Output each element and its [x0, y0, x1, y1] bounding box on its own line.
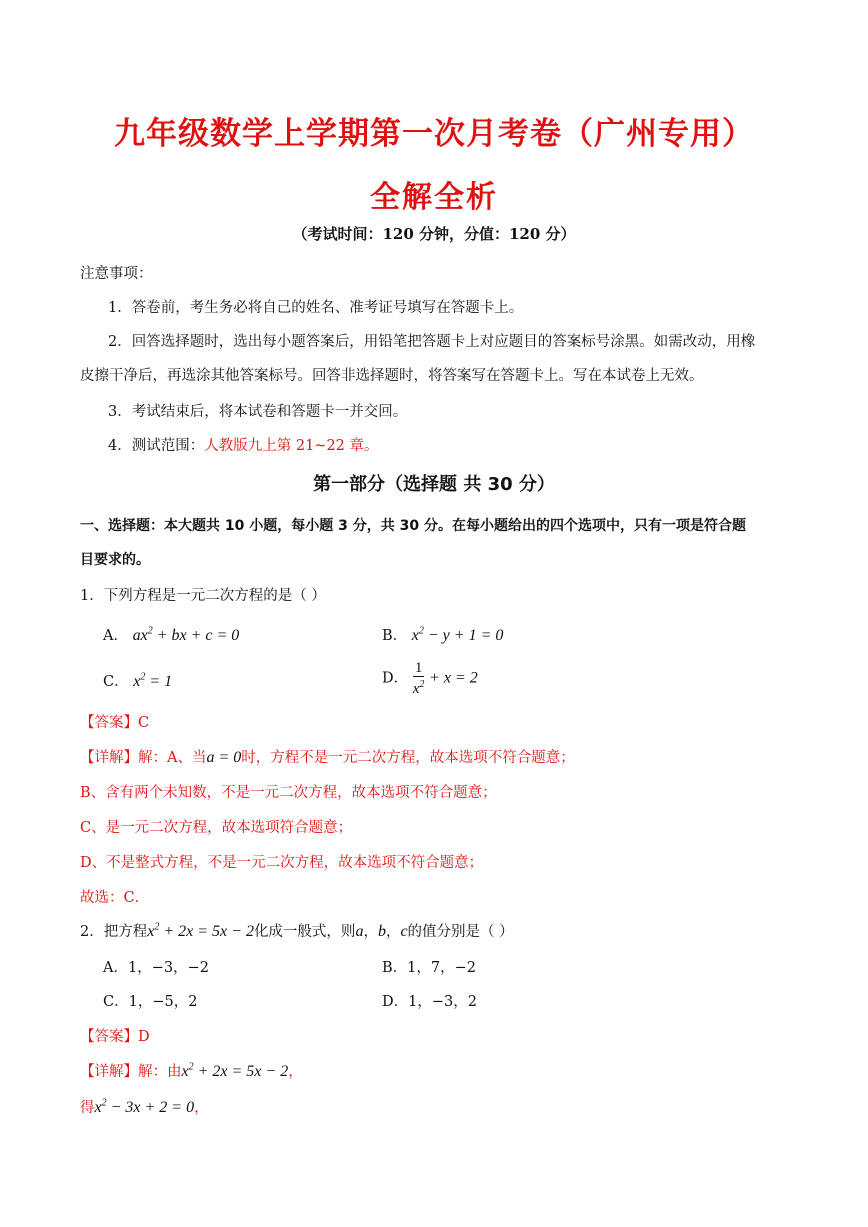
q2-detail-result: $x^2 - 3x + 2 = 0$ [94, 1097, 195, 1116]
question-1-option-a [103, 624, 239, 645]
detail-a-condition: a = 0 [206, 749, 242, 766]
page-title: 九年级数学上学期第一次月考卷（广州专用） [114, 116, 754, 152]
q2-coef-c: c [400, 923, 408, 940]
question-1-detail-a [80, 746, 575, 767]
note-4-prefix: 4．测试范围： [108, 438, 205, 454]
note-4 [108, 434, 379, 455]
q2-stem-part-2: 化成一般式，则 [253, 924, 356, 940]
option-a-formula: $ax^2$ + bx + c = 0 [132, 625, 240, 644]
question-2-option-a: A．1，−3，−2 [103, 960, 209, 976]
note-1: 1．答卷前，考生务必将自己的姓名、准考证号填写在答题卡上。 [108, 300, 524, 316]
option-c-formula: $x^2 = 1$ [133, 671, 173, 690]
q2-detail-equation: $x^2 + 2x = 5x - 2$ [181, 1061, 289, 1080]
option-b-label: B． [382, 628, 408, 644]
q2-equation: $x^2 + 2x = 5x - 2$ [147, 921, 254, 940]
detail-tag: 【详解】 [80, 750, 138, 766]
section-intro-line-1: 一、选择题：本大题共 10 小题，每小题 3 分，共 30 分。在每小题给出的四个选项中，只有一项是符合题 [80, 518, 746, 534]
question-1-conclusion: 故选：C． [80, 890, 150, 906]
question-1-detail-d: D、不是整式方程，不是一元二次方程，故本选项不符合题意； [80, 855, 484, 871]
section-title: 第一部分（选择题 共 30 分） [313, 474, 555, 495]
q2-stem-part-1: 2．把方程 [80, 924, 148, 940]
option-d-formula: + x = 2 [429, 669, 478, 687]
question-2-detail-1: 【详解】解：由$x^2 + 2x = 5x - 2$， [80, 1061, 303, 1080]
question-1-option-b [382, 624, 503, 645]
question-1-detail-b: B、含有两个未知数，不是一元二次方程，故本选项不符合题意； [80, 785, 497, 801]
exam-info: （考试时间：120 分钟，分值：120 分） [292, 225, 576, 243]
question-1-option-c [103, 670, 172, 691]
section-intro-line-2: 目要求的。 [80, 552, 150, 568]
option-d-fraction: $\frac{1}{x^2}$ [412, 660, 425, 697]
note-3: 3．考试结束后，将本试卷和答题卡一并交回。 [108, 404, 408, 420]
question-2-answer: 【答案】D [80, 1029, 150, 1045]
detail-a-text: 解：A、当 [138, 750, 207, 766]
q2-detail-tag: 【详解】 [80, 1064, 138, 1080]
notes-heading: 注意事项： [80, 266, 153, 282]
q2-detail-text: 解：由 [138, 1064, 182, 1080]
note-4-range: 人教版九上第 21~22 章。 [204, 438, 379, 454]
option-c-label: C． [103, 674, 129, 690]
question-1-detail-c: C、是一元二次方程，故本选项符合题意； [80, 820, 353, 836]
option-b-formula: $x^2 - y + 1 = 0$ [411, 625, 504, 644]
option-d-label: D． [382, 670, 409, 687]
q2-coefficients: a [355, 923, 364, 940]
q2-stem-part-3: 的值分别是（ ） [407, 924, 514, 940]
note-2-line-2: 皮擦干净后，再选涂其他答案标号。回答非选择题时，将答案写在答题卡上。写在本试卷上无效。 [80, 368, 704, 384]
question-2-option-d: D．1，−3，2 [382, 994, 477, 1010]
q2-coef-b: b [377, 923, 386, 940]
page-subtitle: 全解全析 [370, 180, 498, 215]
question-1-option-d [382, 660, 478, 697]
option-a-label: A． [103, 628, 128, 644]
q2-detail-prefix: 得 [80, 1100, 95, 1116]
question-2-stem: 2．把方程$x^2 + 2x = 5x - 2$化成一般式，则a，b，c的值分别是（ ） [80, 921, 514, 940]
question-1-stem: 1．下列方程是一元二次方程的是（ ） [80, 588, 326, 604]
question-2-option-c: C．1，−5，2 [103, 994, 198, 1010]
question-2-option-b: B．1，7，−2 [382, 960, 476, 976]
question-1-answer: 【答案】C [80, 715, 150, 731]
note-2-line-1: 2．回答选择题时，选出每小题答案后，用铅笔把答题卡上对应题目的答案标号涂黑。如需改动，用橡 [108, 334, 756, 350]
detail-a-text-2: 时，方程不是一元二次方程，故本选项不符合题意； [241, 750, 575, 766]
question-2-detail-2: 得$x^2 - 3x + 2 = 0$， [80, 1097, 209, 1116]
